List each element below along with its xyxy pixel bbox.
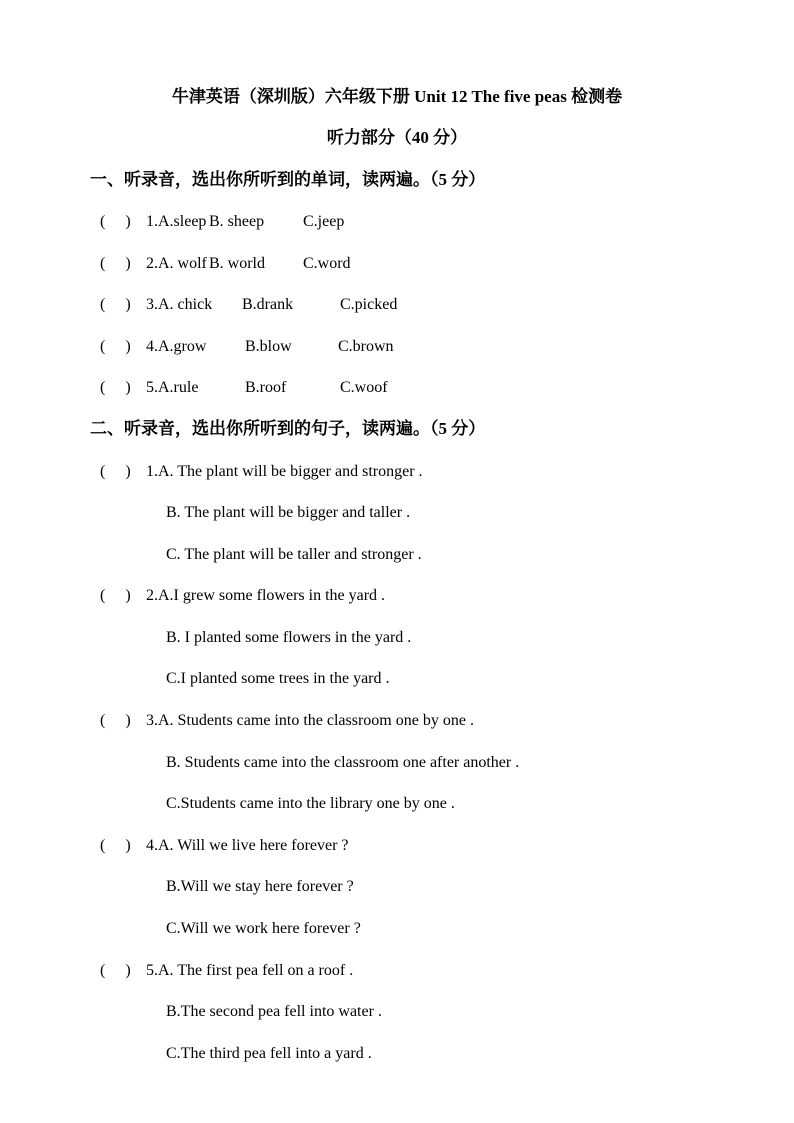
word-question-3 (100, 295, 397, 315)
option-a: 5.A. The first pea fell on a roof . (146, 962, 354, 979)
option-c: C.picked (340, 296, 398, 313)
answer-blank: ( ) (100, 379, 131, 396)
option-b: B. The plant will be bigger and taller . (166, 504, 411, 521)
option-c: C. The plant will be taller and stronger . (166, 546, 422, 563)
answer-blank: ( ) (100, 338, 131, 355)
answer-blank: ( ) (100, 712, 131, 729)
option-a: 3.A. chick (146, 296, 213, 313)
option-b: B.The second pea fell into water . (166, 1003, 382, 1020)
option-b: B. Students came into the classroom one after another . (166, 754, 520, 771)
option-b: B. world (209, 255, 265, 272)
section-2-heading: 二、听录音，选出你所听到的句子，读两遍。（5 分） (90, 419, 486, 438)
option-a: 3.A. Students came into the classroom one by one . (146, 712, 474, 729)
page-title: 牛津英语（深圳版）六年级下册 Unit 12 The five peas 检测卷 (171, 87, 623, 106)
word-question-5 (100, 378, 388, 398)
sentence-question-4 (100, 836, 349, 856)
option-c: C.jeep (303, 213, 345, 230)
word-question-2 (100, 254, 351, 274)
answer-blank: ( ) (100, 213, 131, 230)
option-a: 1.A. The plant will be bigger and stronger . (146, 463, 423, 480)
option-a: 4.A. Will we live here forever ? (146, 837, 349, 854)
word-question-1 (100, 212, 344, 232)
word-question-4 (100, 337, 394, 357)
answer-blank: ( ) (100, 463, 131, 480)
option-b: B.roof (245, 379, 287, 396)
sentence-question-1 (100, 462, 423, 482)
option-a: 2.A.I grew some flowers in the yard . (146, 587, 386, 604)
option-c: C.The third pea fell into a yard . (166, 1045, 372, 1062)
answer-blank: ( ) (100, 962, 131, 979)
option-c: C.woof (340, 379, 388, 396)
sentence-question-5 (100, 961, 353, 981)
sentence-question-2 (100, 586, 385, 606)
option-b: B. I planted some flowers in the yard . (166, 629, 412, 646)
option-a: 1.A.sleep (146, 213, 207, 230)
option-a: 4.A.grow (146, 338, 207, 355)
section-1-heading: 一、听录音，选出你所听到的单词，读两遍。（5 分） (90, 170, 486, 189)
option-b: B.drank (242, 296, 294, 313)
option-c: C.word (303, 255, 351, 272)
option-c: C.Will we work here forever ? (166, 920, 361, 937)
option-c: C.brown (338, 338, 394, 355)
option-b: B.Will we stay here forever ? (166, 878, 354, 895)
sentence-question-3 (100, 711, 474, 731)
answer-blank: ( ) (100, 837, 131, 854)
answer-blank: ( ) (100, 296, 131, 313)
option-c: C.I planted some trees in the yard . (166, 670, 390, 687)
page-subtitle: 听力部分（40 分） (326, 128, 468, 147)
answer-blank: ( ) (100, 255, 131, 272)
option-b: B. sheep (209, 213, 265, 230)
option-a: 5.A.rule (146, 379, 199, 396)
answer-blank: ( ) (100, 587, 131, 604)
option-b: B.blow (245, 338, 292, 355)
option-a: 2.A. wolf (146, 255, 207, 272)
option-c: C.Students came into the library one by one . (166, 795, 455, 812)
